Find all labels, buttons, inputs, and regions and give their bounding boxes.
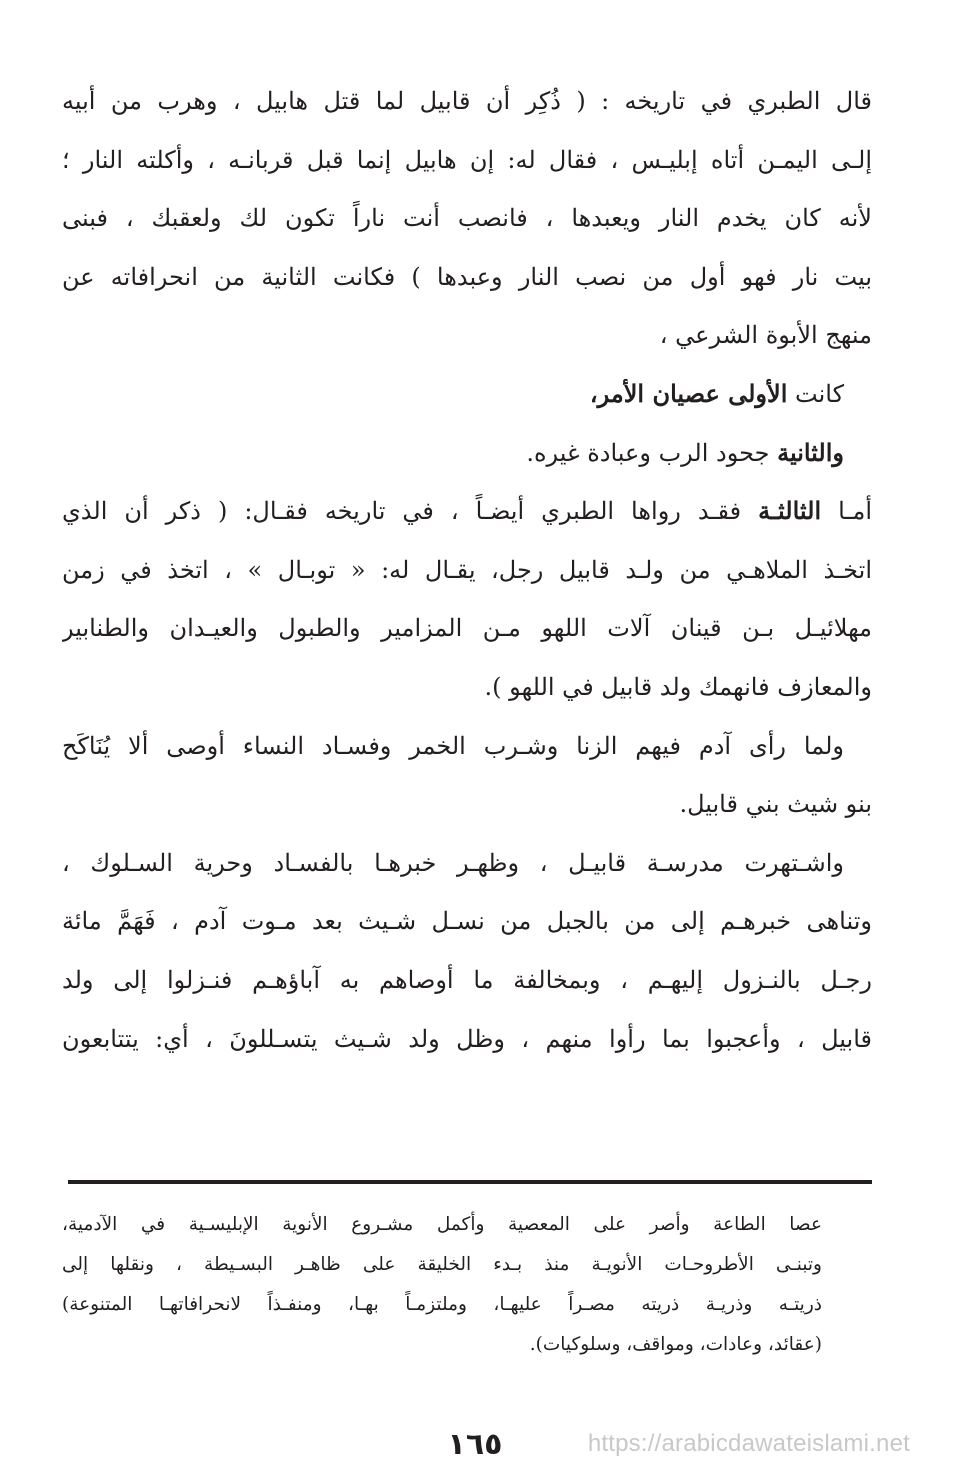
main-text-block bbox=[62, 72, 872, 1068]
text-line-3: لأنه كان يخدم النار ويعبدها ، فانصب أنت ناراً تكون لك ولعقبك ، فبنى bbox=[62, 204, 872, 233]
text-line-17: قابيل ، وأعجبوا بما رأوا منهم ، وظل ولد شـيث يتسـللونَ ، أي: يتتابعون bbox=[62, 1024, 872, 1053]
footnote-line-4: (عقائد، وعادات، ومواقف، وسلوكيات). bbox=[529, 1334, 822, 1355]
watermark-url: https://arabicdawateislami.net bbox=[587, 1430, 910, 1457]
footnote-line-1: عصا الطاعة وأصر على المعصية وأكمل مشـروع الأنوية الإبليسـية في الآدمية، bbox=[62, 1214, 822, 1235]
word-thalitha: الثالثـة bbox=[758, 496, 822, 526]
footnote-block bbox=[62, 1205, 822, 1365]
text-line-12: ولما رأى آدم فيهم الزنا وشـرب الخمر وفسـاد النساء أوصى ألا يُنَاكَح bbox=[62, 731, 844, 760]
text-line-1: قال الطبري في تاريخه : ( ذُكِر أن قابيل لما قتل هابيل ، وهرب من أبيه bbox=[62, 87, 872, 115]
text-line-4: بيت نار فهو أول من نصب النار وعبدها ) فكانت الثانية من انحرافاته عن bbox=[62, 262, 872, 291]
text-line-8 bbox=[62, 482, 872, 541]
line-7-rest: جحود الرب وعبادة غيره. bbox=[526, 438, 770, 467]
word-thaniya: والثانية bbox=[777, 437, 844, 467]
word-kanat: كانت bbox=[795, 379, 844, 408]
line-8-rest: فقـد رواها الطبري أيضـاً ، في تاريخه فقـال: ( ذكر أن الذي bbox=[62, 497, 742, 526]
text-line-10: مهلائيـل بـن قينان آلات اللهو مـن المزامير والطبول والعيـدان والطنابير bbox=[62, 614, 872, 643]
text-line-11: والمعازف فانهمك ولد قابيل في اللهو ). bbox=[484, 672, 872, 701]
text-line-15: وتناهى خبرهـم إلى من بالجبل من نسـل شـيث بعد مـوت آدم ، فَهَمَّ مائة bbox=[62, 907, 872, 936]
text-line-14: واشـتهرت مدرسـة قابيـل ، وظهـر خبرهـا بالفسـاد وحرية السـلوك ، bbox=[62, 848, 844, 877]
text-line-16: رجـل بالنـزول إليهـم ، وبمخالفة ما أوصاهم به آباؤهـم فنـزلوا إلى ولد bbox=[62, 965, 872, 994]
word-amma: أمـا bbox=[838, 497, 872, 526]
line-6-rest: الأولى عصيان الأمر، bbox=[589, 378, 788, 408]
footnote-separator bbox=[68, 1180, 872, 1184]
text-line-13: بنو شيث بني قابيل. bbox=[679, 790, 872, 819]
text-line-6 bbox=[62, 365, 872, 424]
footnote-line-3: ذريتـه وذريـة ذريته مصـراً عليهـا، وملتزمـاً بهـا، ومنفـذاً لانحرافاتهـا المتنوعة) bbox=[62, 1294, 822, 1315]
footnote-line-2: وتبنـى الأطروحـات الأنويـة منذ بـدء الخليقة على ظاهـر البسـيطة ، ونقلها إلى bbox=[62, 1254, 822, 1275]
page-number: ١٦٥ bbox=[447, 1427, 503, 1462]
text-line-5: منهج الأبوة الشرعي ، bbox=[659, 321, 872, 350]
text-line-9: اتخـذ الملاهـي من ولـد قابيل رجل، يقـال له: « توبـال » ، اتخذ في زمن bbox=[62, 555, 872, 584]
text-line-7 bbox=[62, 424, 872, 483]
text-line-2: إلـى اليمـن أتاه إبليـس ، فقال له: إن هابيل إنما قبل قربانـه ، وأكلته النار ؛ bbox=[62, 145, 872, 174]
